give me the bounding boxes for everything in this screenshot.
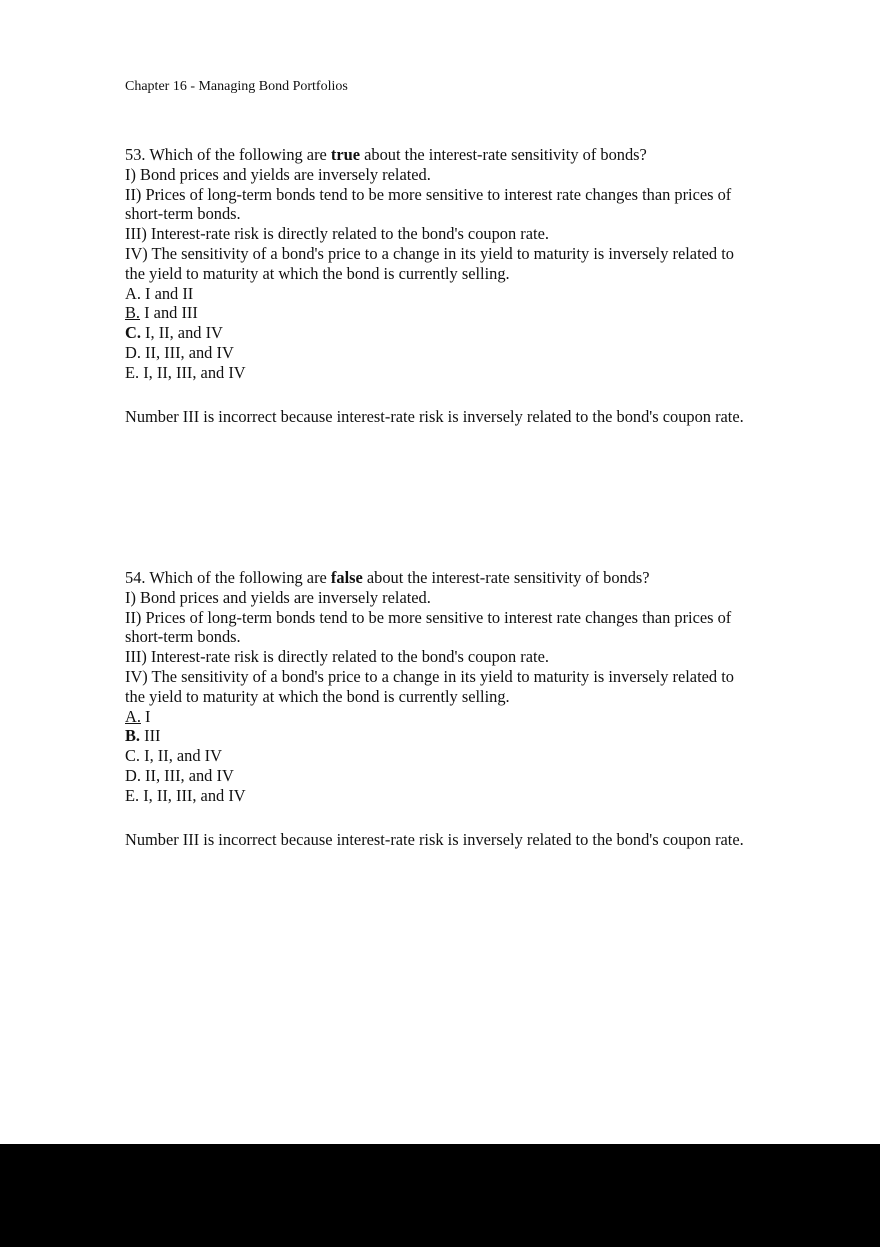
statement: short-term bonds. (125, 627, 241, 647)
statement: II) Prices of long-term bonds tend to be more sensitive to interest rate changes than prices of (125, 184, 732, 204)
option-d: D. II, III, and IV (125, 765, 234, 785)
option-a: A. I (125, 706, 151, 726)
question-stem: 54. Which of the following are false about the interest-rate sensitivity of bonds? (125, 568, 650, 587)
statement: IV) The sensitivity of a bond's price to a change in its yield to maturity is inversely related to (125, 666, 734, 686)
statement: II) Prices of long-term bonds tend to be more sensitive to interest rate changes than prices of (125, 607, 732, 627)
option-e: E. I, II, III, and IV (125, 362, 246, 382)
explanation: Number III is incorrect because interest-rate risk is inversely related to the bond's coupon rate. (125, 829, 744, 849)
statement: the yield to maturity at which the bond is currently selling. (125, 686, 510, 706)
stem-emphasis: true (330, 145, 361, 164)
page-header: Chapter 16 - Managing Bond Portfolios (125, 79, 348, 94)
statement: short-term bonds. (125, 204, 241, 224)
statement: I) Bond prices and yields are inversely related. (125, 164, 431, 184)
statement: III) Interest-rate risk is directly related to the bond's coupon rate. (125, 647, 549, 667)
explanation: Number III is incorrect because interest-rate risk is inversely related to the bond's coupon rate. (125, 406, 744, 426)
statement: I) Bond prices and yields are inversely related. (125, 587, 431, 607)
option-b: B. III (125, 726, 161, 746)
option-a: A. I and II (125, 283, 194, 303)
option-b: B. I and III (125, 303, 198, 323)
statement: IV) The sensitivity of a bond's price to a change in its yield to maturity is inversely related to (125, 243, 734, 263)
statement: the yield to maturity at which the bond is currently selling. (125, 263, 510, 283)
question-54 (125, 568, 805, 849)
option-d: D. II, III, and IV (125, 342, 234, 362)
statement: III) Interest-rate risk is directly related to the bond's coupon rate. (125, 224, 549, 244)
option-c: C. I, II, and IV (125, 323, 223, 343)
question-stem: 53. Which of the following are true about the interest-rate sensitivity of bonds? (125, 145, 647, 164)
option-c: C. I, II, and IV (125, 746, 222, 766)
option-e: E. I, II, III, and IV (125, 785, 246, 805)
question-53 (125, 145, 805, 426)
stem-emphasis: false (330, 568, 363, 587)
